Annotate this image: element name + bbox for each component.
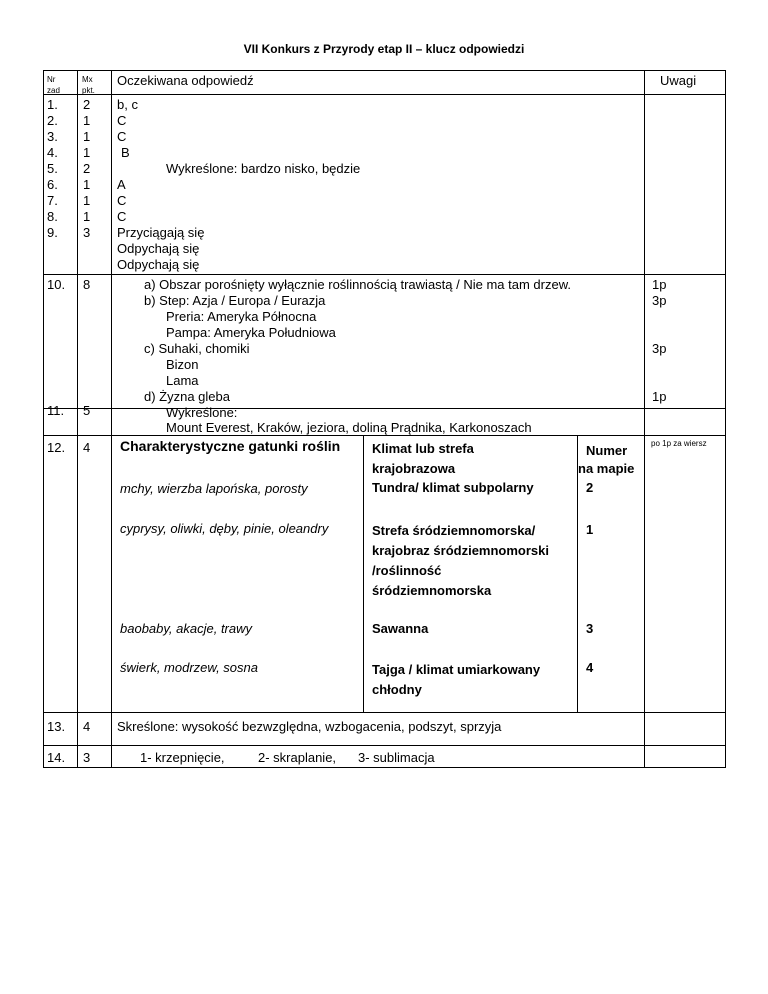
note: po 1p za wiersz — [651, 439, 707, 448]
zone-cell: Tajga / klimat umiarkowany — [372, 662, 541, 677]
row-nr: 1. — [47, 97, 58, 112]
plants-cell: mchy, wierzba lapońska, porosty — [120, 481, 308, 496]
row-answer: C — [117, 193, 127, 208]
row-nr: 6. — [47, 177, 58, 192]
header-nr-sub: zad — [47, 86, 60, 95]
plants-cell: cyprysy, oliwki, dęby, pinie, oleandry — [120, 521, 329, 536]
answer-part: 3- sublimacja — [358, 750, 435, 765]
zone-cell: chłodny — [372, 682, 422, 697]
col-header-plants: Charakterystyczne gatunki roślin — [120, 438, 341, 454]
row-answer: A — [117, 177, 126, 192]
row-nr: 12. — [47, 440, 66, 455]
col-header-zone-2: krajobrazowa — [372, 461, 456, 476]
answer-part: 1- krzepnięcie, — [140, 750, 225, 765]
row-answer: b, c — [117, 97, 138, 112]
col-header-zone: Klimat lub strefa — [372, 441, 474, 456]
header-notes: Uwagi — [660, 73, 697, 88]
row-pts: 2 — [83, 161, 91, 176]
row-pts: 1 — [83, 129, 91, 144]
zone-cell: śródziemnomorska — [372, 583, 492, 598]
row-answer: C — [117, 113, 127, 128]
row-nr: 11. — [47, 403, 65, 418]
row-pts: 3 — [83, 750, 91, 765]
row-answer: C — [117, 129, 127, 144]
col-header-number-2: na mapie — [578, 461, 635, 476]
row-answer: Przyciągają się — [117, 225, 205, 240]
answer-line: a) Obszar porośnięty wyłącznie roślinnością trawiastą / Nie ma tam drzew. — [144, 277, 571, 292]
answer-line: Bizon — [166, 357, 199, 372]
note: 1p — [652, 277, 667, 292]
row-nr: 7. — [47, 193, 58, 208]
answer-line: Pampa: Ameryka Południowa — [166, 325, 336, 340]
row-pts: 1 — [83, 177, 91, 192]
number-cell: 3 — [586, 621, 594, 636]
answer-line: Wykreślone: — [166, 405, 238, 420]
row-nr: 10. — [47, 277, 66, 292]
answer-line: d) Żyzna gleba — [144, 389, 230, 404]
row-nr: 14. — [47, 750, 66, 765]
row-pts: 1 — [83, 209, 91, 224]
row-nr: 5. — [47, 161, 58, 176]
number-cell: 1 — [586, 522, 594, 537]
zone-cell: Strefa śródziemnomorska/ — [372, 523, 536, 538]
row-nr: 8. — [47, 209, 58, 224]
row-answer: Odpychają się — [117, 241, 200, 256]
row-answer: Odpychają się — [117, 257, 200, 272]
plants-cell: świerk, modrzew, sosna — [120, 660, 258, 675]
header-answer: Oczekiwana odpowiedź — [117, 73, 254, 88]
col-header-number: Numer — [586, 443, 628, 458]
answer-line: Preria: Ameryka Północna — [166, 309, 317, 324]
header-mx: Mx — [82, 75, 93, 84]
row-answer: C — [117, 209, 127, 224]
answer-line: Skreślone: wysokość bezwzględna, wzbogacenia, podszyt, sprzyja — [117, 719, 502, 734]
header-mx-sub: pkt. — [82, 86, 95, 95]
row-nr: 13. — [47, 719, 66, 734]
row-pts: 5 — [83, 403, 91, 418]
row-answer: B — [121, 145, 130, 160]
row-nr: 9. — [47, 225, 58, 240]
zone-cell: Tundra/ klimat subpolarny — [372, 480, 534, 495]
answer-line: Lama — [166, 373, 199, 388]
row-nr: 2. — [47, 113, 58, 128]
header-nr: Nr — [47, 75, 56, 84]
zone-cell: /roślinność — [372, 563, 442, 578]
row-nr: 3. — [47, 129, 58, 144]
answer-line: b) Step: Azja / Europa / Eurazja — [144, 293, 326, 308]
note: 3p — [652, 341, 667, 356]
row-pts: 1 — [83, 113, 91, 128]
row-pts: 8 — [83, 277, 91, 292]
answer-part: 2- skraplanie, — [258, 750, 337, 765]
plants-cell: baobaby, akacje, trawy — [120, 621, 252, 636]
number-cell: 4 — [586, 660, 594, 675]
note: 1p — [652, 389, 667, 404]
row-pts: 2 — [83, 97, 91, 112]
row-pts: 4 — [83, 719, 91, 734]
page-title: VII Konkurs z Przyrody etap II – klucz odpowiedzi — [243, 42, 525, 56]
zone-cell: Sawanna — [372, 621, 429, 636]
row-answer: Wykreślone: bardzo nisko, będzie — [166, 161, 361, 176]
row-pts: 4 — [83, 440, 91, 455]
answer-line: Mount Everest, Kraków, jeziora, doliną Prądnika, Karkonoszach — [166, 420, 532, 435]
row-nr: 4. — [47, 145, 58, 160]
row-pts: 1 — [83, 145, 91, 160]
zone-cell: krajobraz śródziemnomorski — [372, 543, 549, 558]
row-pts: 1 — [83, 193, 91, 208]
answer-line: c) Suhaki, chomiki — [144, 341, 250, 356]
row-pts: 3 — [83, 225, 91, 240]
note: 3p — [652, 293, 667, 308]
number-cell: 2 — [586, 480, 594, 495]
